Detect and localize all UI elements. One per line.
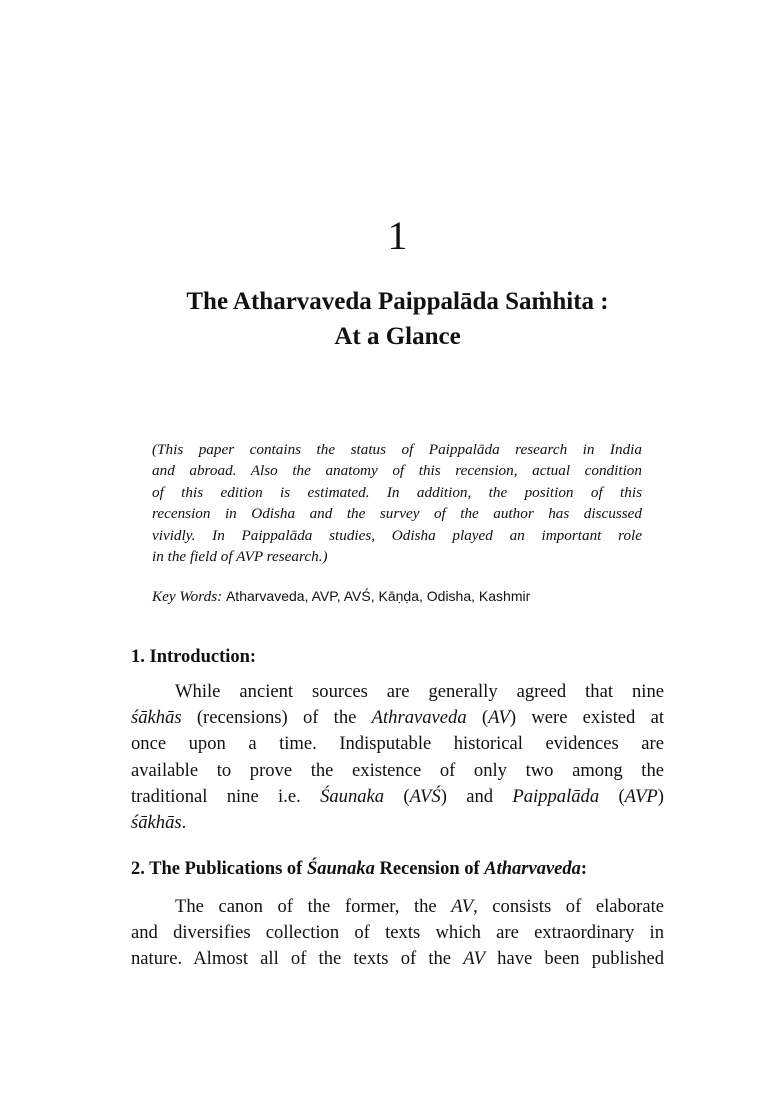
paragraph-line <box>131 784 664 810</box>
abstract-line: recension in Odisha and the survey of the author has discussed <box>152 505 642 523</box>
term-atharvaveda: Atharvaveda <box>484 859 581 879</box>
text-run: traditional nine i.e. <box>131 785 321 807</box>
text-run: ) and <box>440 785 513 807</box>
text-run: ( <box>384 785 410 807</box>
text-run: ) were existed at <box>509 707 664 729</box>
abstract <box>152 439 642 567</box>
abbr-av: AV <box>488 707 510 729</box>
text-run: 2. The Publications of <box>131 859 307 879</box>
abbr-av: AV <box>463 948 486 970</box>
abbr-avp: AVP <box>624 785 658 807</box>
keywords-value: Atharvaveda, AVP, AVŚ, Kāṇḍa, Odisha, Kashmir <box>225 588 531 604</box>
chapter-title-line-2: At a Glance <box>334 323 461 350</box>
text-run: nature. Almost all of the texts of the <box>131 948 464 970</box>
abbr-av: AV <box>451 896 474 917</box>
text-run: ( <box>466 707 489 729</box>
term-paippalada: Paippalāda <box>512 785 600 807</box>
keywords-label: Key Words: <box>152 588 223 605</box>
text-run: ( <box>599 785 625 807</box>
text-run: ) <box>657 785 664 807</box>
section-heading-introduction: 1. Introduction: <box>131 647 257 667</box>
chapter-title-line-1: The Atharvaveda Paippalāda Saṁhita : <box>186 288 609 315</box>
abstract-line: (This paper contains the status of Paippalāda research in India <box>152 441 642 458</box>
text-run: The canon of the former, the <box>175 896 452 917</box>
text-run: . <box>181 812 187 834</box>
abstract-line: vividly. In Paippalāda studies, Odisha played an important role <box>152 526 642 544</box>
introduction-paragraph <box>131 679 664 836</box>
section-heading-publications <box>131 857 587 881</box>
term-sakhas: śākhās <box>131 707 182 729</box>
publications-paragraph <box>131 894 664 973</box>
keywords <box>152 585 652 608</box>
term-saunaka: Śaunaka <box>320 785 385 807</box>
paragraph-line <box>131 810 664 836</box>
paragraph-line <box>131 946 664 972</box>
text-run: have been published <box>485 948 664 970</box>
text-run: Recension of <box>374 859 485 879</box>
abstract-line: in the field of AVP research.) <box>152 548 328 566</box>
paragraph-line: While ancient sources are generally agreed that nine <box>175 681 664 702</box>
term-sakhas: śākhās <box>131 812 182 834</box>
text-run: : <box>580 859 588 879</box>
text-run: (recensions) of the <box>181 707 372 729</box>
chapter-number: 1 <box>387 213 408 258</box>
paragraph-line <box>131 705 664 731</box>
chapter-title <box>0 284 780 354</box>
paragraph-line: available to prove the existence of only two among the <box>131 759 664 781</box>
paragraph-line: once upon a time. Indisputable historical evidences are <box>131 733 664 755</box>
term-saunaka: Śaunaka <box>306 859 375 879</box>
abstract-line: of this edition is estimated. In addition, the position of this <box>152 483 642 501</box>
paragraph-line <box>131 894 664 920</box>
term-athravaveda: Athravaveda <box>371 707 467 729</box>
paragraph-line: and diversifies collection of texts which are extraordinary in <box>131 922 664 944</box>
abstract-line: and abroad. Also the anatomy of this recension, actual condition <box>152 462 642 480</box>
abbr-avs: AVŚ <box>409 785 441 807</box>
text-run: , consists of elaborate <box>473 896 664 917</box>
